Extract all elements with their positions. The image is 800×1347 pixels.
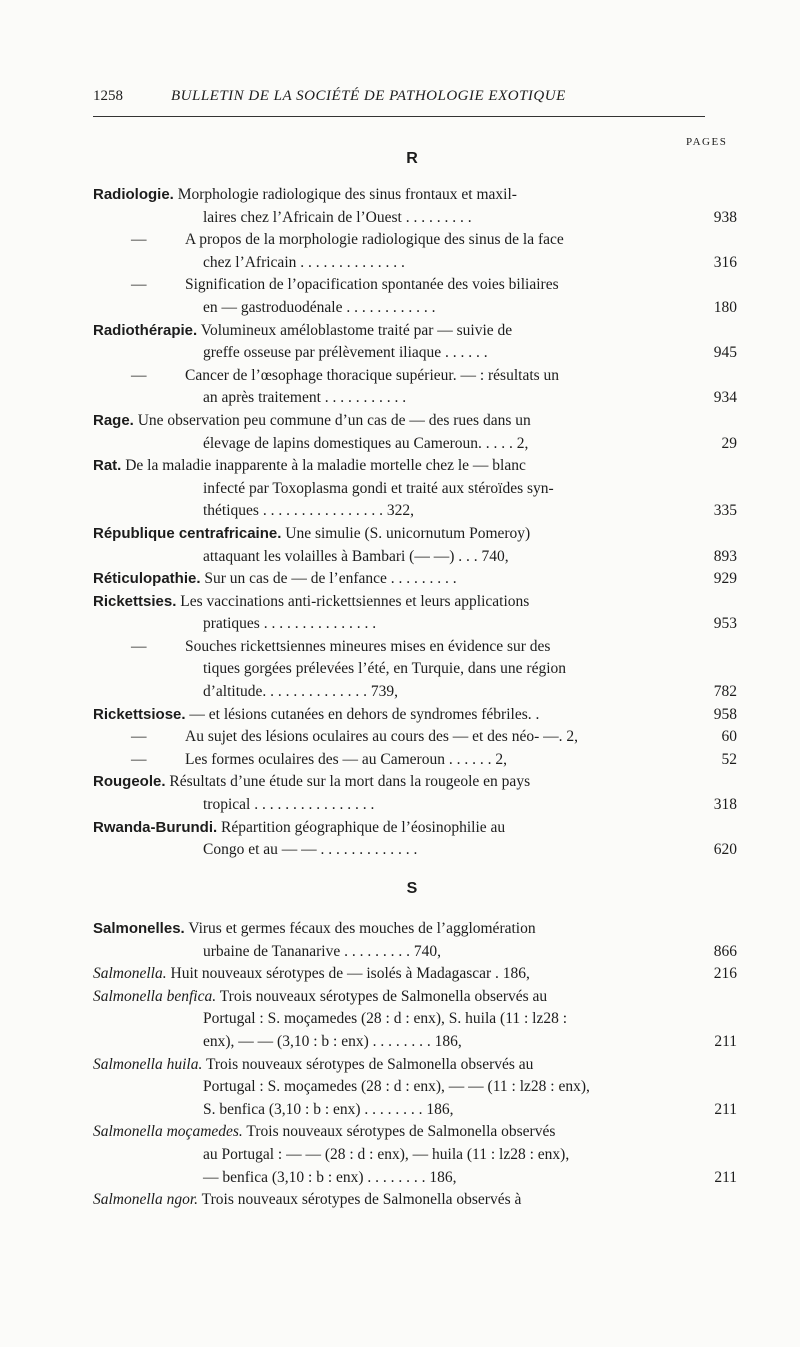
entry-line	[93, 963, 737, 986]
entry-keyword: Radiologie.	[93, 186, 174, 203]
page-reference: 318	[713, 796, 737, 814]
entry-line	[93, 274, 737, 297]
entry-line	[93, 387, 737, 410]
entry-text: chez l’Africain . . . . . . . . . . . . . .	[203, 253, 405, 271]
entry-text: élevage de lapins domestiques au Cameroun. . . . . 2,	[203, 434, 529, 452]
entry-line	[93, 1031, 737, 1054]
index-entry	[93, 918, 737, 963]
entry-keyword: Rage.	[93, 411, 134, 429]
entry-line	[93, 726, 737, 749]
entry-text: infecté par Toxoplasma gondi et traité aux stéroïdes syn-	[203, 479, 554, 497]
page-reference: 893	[713, 547, 737, 565]
entry-text: Morphologie radiologique des sinus frontaux et maxil-	[177, 186, 517, 203]
entry-keyword: Rickettsies.	[93, 592, 177, 610]
page-reference: 180	[713, 298, 737, 316]
entry-text: — benfica (3,10 : b : enx) . . . . . . . . 186,	[203, 1168, 457, 1186]
entry-text: Une simulie (S. unicornutum Pomeroy)	[285, 524, 531, 542]
entry-text: au Portugal : — — (28 : d : enx), — huila (11 : lz28 : enx),	[203, 1145, 570, 1163]
entry-text: Les vaccinations anti-rickettsiennes et leurs applications	[180, 592, 530, 610]
entry-line	[93, 455, 737, 478]
index-entries-s	[93, 918, 737, 1212]
entry-text: Trois nouveaux sérotypes de Salmonella observés au	[205, 1055, 534, 1073]
entry-line	[93, 523, 737, 546]
page-reference: 316	[713, 253, 737, 271]
entry-repeat-dash: —	[131, 728, 147, 746]
entry-line	[93, 365, 737, 388]
page-reference: 620	[713, 841, 737, 859]
entry-line	[93, 1099, 737, 1122]
entry-text: Au sujet des lésions oculaires au cours des — et des néo- —. 2,	[185, 728, 579, 746]
entry-line	[93, 839, 737, 862]
index-entry	[93, 771, 737, 816]
entry-line	[93, 410, 737, 433]
index-entry	[93, 229, 737, 274]
entry-line	[93, 320, 737, 343]
index-entry	[93, 704, 737, 727]
entry-line	[93, 918, 737, 941]
entry-text: — et lésions cutanées en dehors de syndromes fébriles. .	[189, 705, 540, 723]
entry-line	[93, 941, 737, 964]
page-reference: 945	[713, 344, 737, 362]
page-reference: 216	[713, 965, 737, 983]
entry-line	[93, 546, 737, 569]
journal-title: BULLETIN DE LA SOCIÉTÉ DE PATHOLOGIE EXOTIQUE	[171, 88, 566, 104]
entry-line	[93, 568, 737, 591]
entry-line	[93, 749, 737, 772]
page-reference: 958	[713, 705, 737, 723]
entry-line	[93, 613, 737, 636]
entry-keyword: République centrafricaine.	[93, 524, 282, 542]
entry-text: Souches rickettsiennes mineures mises en évidence sur des	[185, 637, 551, 655]
index-entry	[93, 523, 737, 568]
entry-repeat-dash: —	[131, 750, 147, 768]
entry-text: urbaine de Tananarive . . . . . . . . . 740,	[203, 942, 441, 960]
entry-line	[93, 794, 737, 817]
entry-line	[93, 1167, 737, 1190]
entry-text: thétiques . . . . . . . . . . . . . . . . 322,	[203, 502, 414, 520]
entry-text: Cancer de l’œsophage thoracique supérieur. — : résultats un	[185, 366, 560, 384]
entry-keyword: Salmonella benfica.	[93, 987, 217, 1005]
entry-repeat-dash: —	[131, 231, 147, 249]
entry-keyword: Salmonelles.	[93, 920, 185, 937]
page-reference: 211	[714, 1100, 737, 1118]
entry-text: Huit nouveaux sérotypes de — isolés à Madagascar . 186,	[170, 965, 530, 983]
entry-keyword: Salmonella huila.	[93, 1055, 203, 1073]
page-reference: 29	[721, 434, 737, 452]
entry-keyword: Rat.	[93, 457, 122, 475]
entry-text: A propos de la morphologie radiologique des sinus de la face	[185, 231, 564, 249]
entry-keyword: Réticulopathie.	[93, 570, 201, 588]
entry-keyword: Salmonella ngor.	[93, 1191, 199, 1209]
entry-text: Volumineux améloblastome traité par — suivie de	[200, 321, 513, 339]
index-entry	[93, 817, 737, 862]
entry-text: Trois nouveaux sérotypes de Salmonella observés à	[201, 1191, 522, 1209]
page-reference: 211	[714, 1032, 737, 1050]
entry-text: Résultats d’une étude sur la mort dans la rougeole en pays	[169, 773, 531, 791]
entry-line	[93, 207, 737, 230]
header-rule	[93, 116, 705, 117]
section-letter-r: R	[406, 150, 418, 167]
index-entry	[93, 726, 737, 749]
page-reference: 953	[713, 615, 737, 633]
entry-line	[93, 1008, 737, 1031]
entry-text: S. benfica (3,10 : b : enx) . . . . . . . . 186,	[203, 1100, 454, 1118]
index-entries-r	[93, 184, 737, 862]
index-entry	[93, 320, 737, 365]
entry-repeat-dash: —	[131, 366, 147, 384]
entry-line	[93, 1076, 737, 1099]
page-reference: 934	[713, 389, 737, 407]
entry-keyword: Rougeole.	[93, 773, 166, 791]
entry-text: Portugal : S. moçamedes (28 : d : enx), — — (11 : lz28 : enx),	[203, 1078, 590, 1096]
entry-text: Une observation peu commune d’un cas de — des rues dans un	[137, 411, 531, 429]
entry-line	[93, 500, 737, 523]
entry-text: De la maladie inapparente à la maladie mortelle chez le — blanc	[125, 457, 526, 475]
entry-text: Virus et germes fécaux des mouches de l’agglomération	[188, 920, 536, 937]
entry-line	[93, 636, 737, 659]
entry-text: Trois nouveaux sérotypes de Salmonella observés au	[219, 987, 548, 1005]
entry-text: Trois nouveaux sérotypes de Salmonella observés	[246, 1123, 556, 1141]
entry-line	[93, 658, 737, 681]
index-entry	[93, 568, 737, 591]
entry-keyword: Rwanda-Burundi.	[93, 818, 218, 836]
entry-text: tiques gorgées prélevées l’été, en Turquie, dans une région	[203, 660, 567, 678]
entry-line	[93, 252, 737, 275]
index-entry	[93, 274, 737, 319]
page-reference: 938	[713, 208, 737, 226]
page-reference: 866	[713, 942, 737, 960]
page-reference: 929	[713, 570, 737, 588]
entry-line	[93, 297, 737, 320]
entry-line	[93, 1144, 737, 1167]
index-entry	[93, 1054, 737, 1122]
entry-repeat-dash: —	[131, 637, 147, 655]
index-entry	[93, 749, 737, 772]
section-letter-s: S	[406, 880, 418, 897]
entry-keyword: Salmonella moçamedes.	[93, 1123, 243, 1141]
entry-line	[93, 478, 737, 501]
page-reference: 60	[721, 728, 737, 746]
index-entry	[93, 636, 737, 704]
entry-text: Répartition géographique de l’éosinophilie au	[221, 818, 506, 836]
index-entry	[93, 455, 737, 523]
entry-text: en — gastroduodénale . . . . . . . . . . . .	[203, 298, 436, 316]
entry-line	[93, 229, 737, 252]
entry-line	[93, 1121, 737, 1144]
page-number: 1258	[93, 88, 123, 104]
entry-text: Portugal : S. moçamedes (28 : d : enx), S. huila (11 : lz28 :	[203, 1010, 568, 1028]
page-reference: 782	[713, 683, 737, 701]
entry-text: Congo et au — — . . . . . . . . . . . . .	[203, 841, 418, 859]
running-header	[93, 88, 705, 112]
entry-line	[93, 817, 737, 840]
entry-text: Sur un cas de — de l’enfance . . . . . . . . .	[204, 570, 457, 588]
entry-line	[93, 342, 737, 365]
index-entry	[93, 184, 737, 229]
index-entry	[93, 410, 737, 455]
entry-line	[93, 986, 737, 1009]
index-entry	[93, 365, 737, 410]
entry-text: pratiques . . . . . . . . . . . . . . .	[203, 615, 377, 633]
index-entry	[93, 963, 737, 986]
entry-text: tropical . . . . . . . . . . . . . . . .	[203, 796, 375, 814]
entry-keyword: Radiothérapie.	[93, 321, 198, 339]
entry-line	[93, 681, 737, 704]
entry-repeat-dash: —	[131, 276, 147, 294]
entry-text: laires chez l’Africain de l’Ouest . . . . . . . . .	[203, 208, 472, 226]
entry-text: Signification de l’opacification spontanée des voies biliaires	[185, 276, 559, 294]
entry-line	[93, 704, 737, 727]
index-entry	[93, 986, 737, 1054]
entry-line	[93, 1054, 737, 1077]
entry-line	[93, 433, 737, 456]
entry-text: greffe osseuse par prélèvement iliaque . . . . . .	[203, 344, 488, 362]
entry-keyword: Salmonella.	[93, 965, 167, 983]
page-reference: 211	[714, 1168, 737, 1186]
entry-text: attaquant les volailles à Bambari (— —) . . . 740,	[203, 547, 509, 565]
entry-line	[93, 1189, 737, 1212]
entry-line	[93, 184, 737, 207]
entry-text: Les formes oculaires des — au Cameroun . . . . . . 2,	[185, 750, 507, 768]
page-reference: 335	[713, 502, 737, 520]
entry-line	[93, 771, 737, 794]
entry-keyword: Rickettsiose.	[93, 705, 186, 723]
entry-text: d’altitude. . . . . . . . . . . . . . 739,	[203, 683, 399, 701]
index-entry	[93, 1189, 737, 1212]
index-entry	[93, 591, 737, 636]
page-reference: 52	[721, 750, 737, 768]
index-entry	[93, 1121, 737, 1189]
entry-text: an après traitement . . . . . . . . . . .	[203, 389, 407, 407]
entry-line	[93, 591, 737, 614]
pages-column-label: PAGES	[686, 136, 728, 148]
entry-text: enx), — — (3,10 : b : enx) . . . . . . . . 186,	[203, 1032, 462, 1050]
